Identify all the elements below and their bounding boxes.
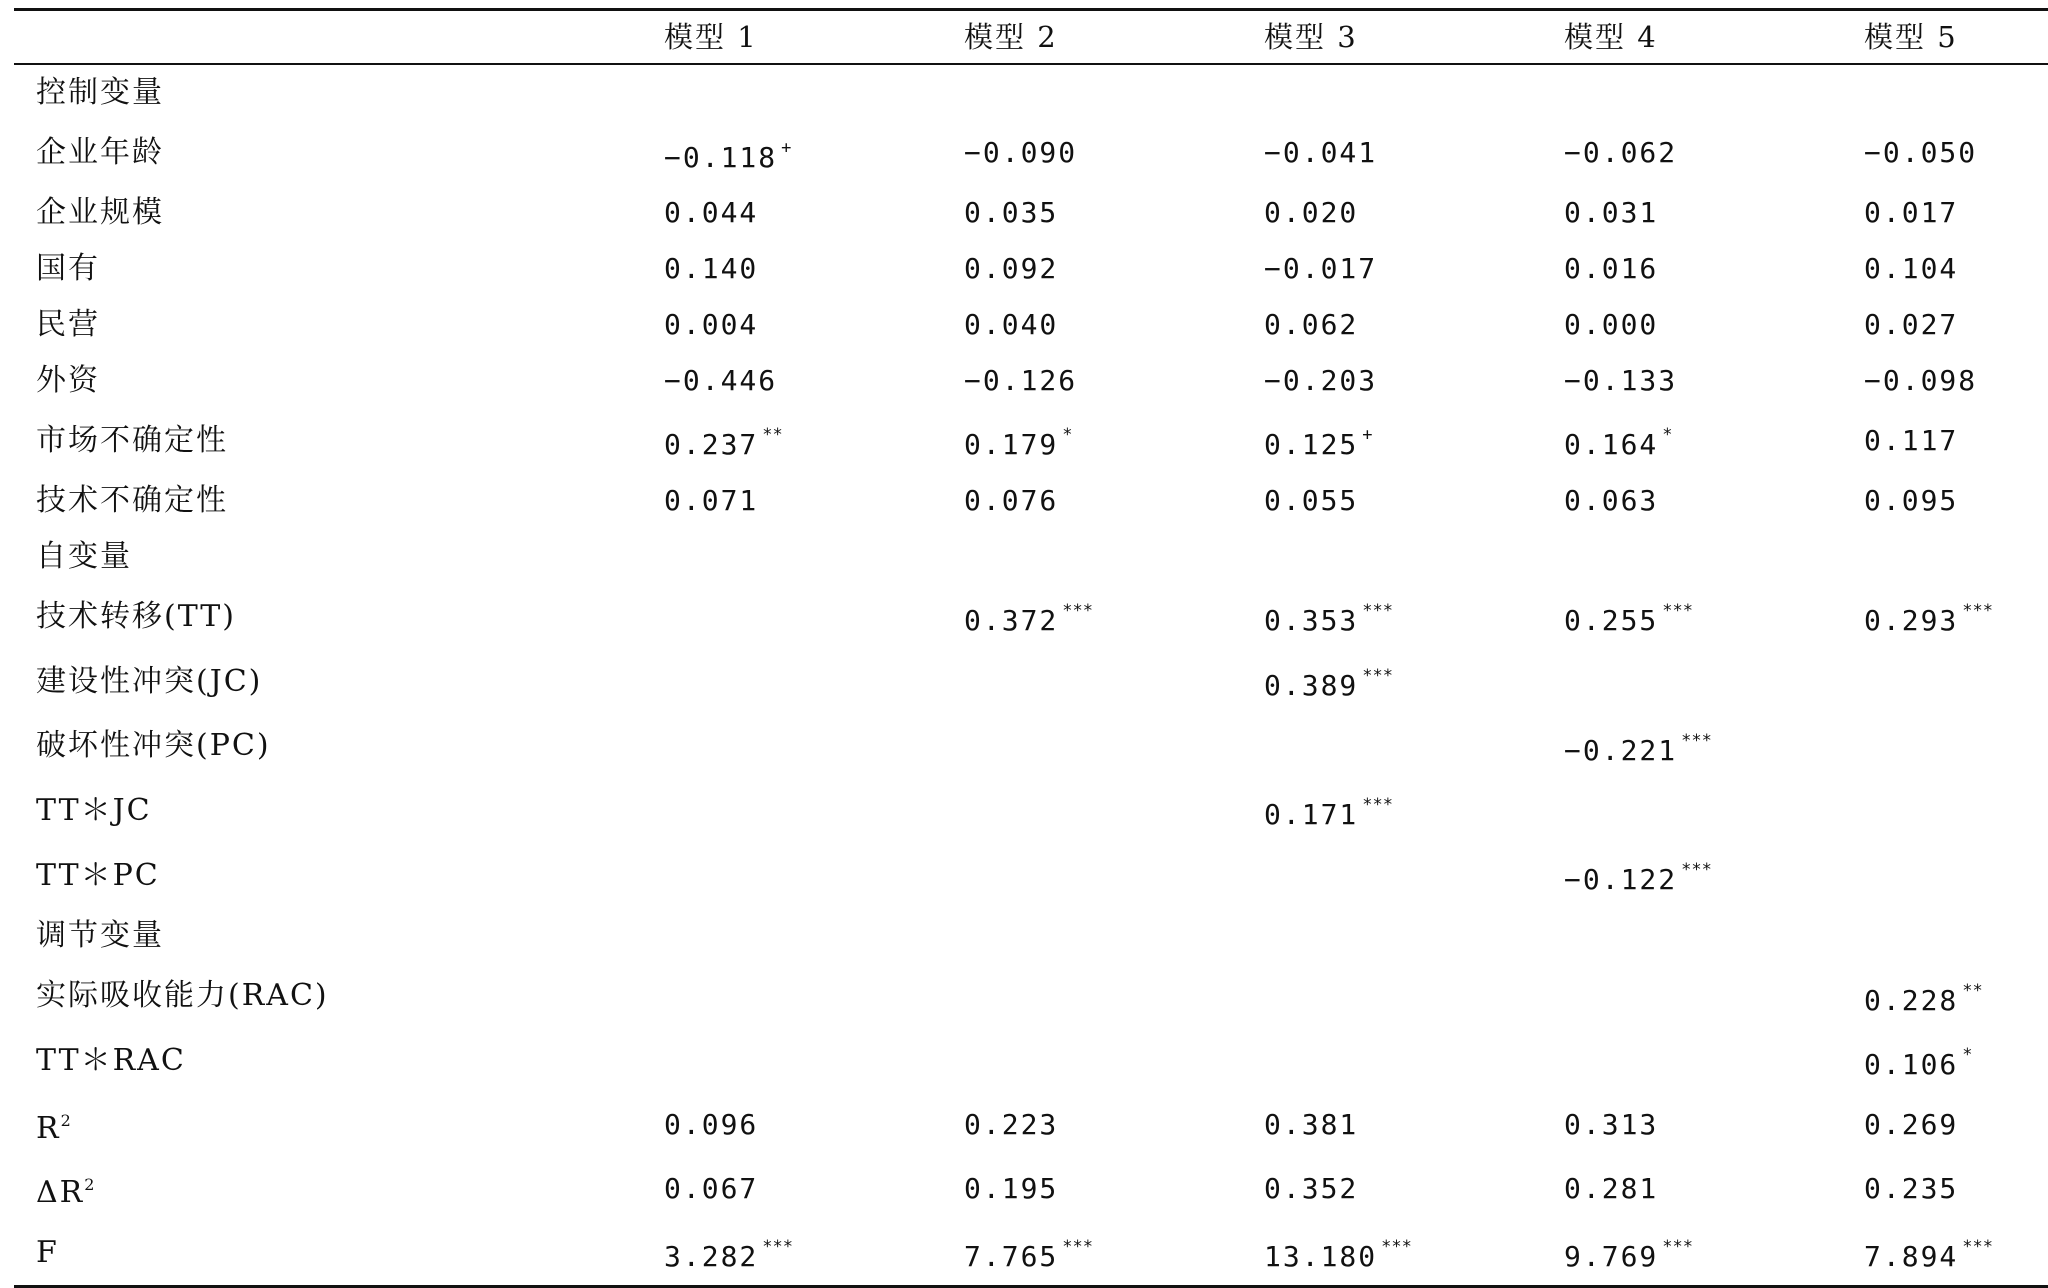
table-row <box>14 778 2048 843</box>
coefficient-value: −0.050 <box>1864 136 1978 170</box>
coefficient-value: 0.281 <box>1564 1171 1659 1205</box>
cell-model-2 <box>894 353 1194 409</box>
row-label-text: TT＊RAC <box>36 1042 186 1078</box>
cell-model-1 <box>594 843 894 908</box>
cell-model-3 <box>1194 714 1494 779</box>
row-label <box>14 353 594 409</box>
row-label <box>14 121 594 186</box>
table-row <box>14 65 2048 121</box>
coefficient-value: 0.035 <box>964 196 1059 230</box>
significance-marker: *** <box>1062 601 1094 622</box>
cell-model-2 <box>894 529 1194 585</box>
cell-model-4 <box>1494 1093 1794 1157</box>
cell-model-1 <box>594 714 894 779</box>
significance-marker: *** <box>1662 601 1694 622</box>
coefficient-value: 0.313 <box>1564 1107 1659 1141</box>
table-row <box>14 121 2048 186</box>
row-label-text: 自变量 <box>36 538 132 574</box>
row-label-text: 企业规模 <box>36 195 164 231</box>
table-row <box>14 714 2048 779</box>
table-row <box>14 1220 2048 1285</box>
cell-model-2 <box>894 714 1194 779</box>
row-label <box>14 714 594 779</box>
cell-model-5 <box>1794 1157 2048 1221</box>
cell-model-1 <box>594 1157 894 1221</box>
coefficient-value: 3.282 <box>664 1240 759 1274</box>
cell-model-2 <box>894 778 1194 843</box>
cell-model-4 <box>1494 353 1794 409</box>
table-rows <box>14 65 2048 1285</box>
cell-model-1 <box>594 65 894 121</box>
coefficient-value: 0.381 <box>1264 1107 1359 1141</box>
table-row <box>14 297 2048 353</box>
row-label-text: TT＊PC <box>36 857 160 893</box>
cell-model-3 <box>1194 1028 1494 1093</box>
cell-model-1 <box>594 121 894 186</box>
cell-model-4 <box>1494 241 1794 297</box>
table-row <box>14 584 2048 649</box>
table-body <box>14 65 2048 1285</box>
coefficient-value: 7.765 <box>964 1240 1059 1274</box>
significance-marker: *** <box>1681 860 1712 881</box>
cell-model-5 <box>1794 964 2048 1029</box>
cell-model-1 <box>594 1093 894 1157</box>
cell-model-5 <box>1794 584 2048 649</box>
cell-model-5 <box>1794 1220 2048 1285</box>
cell-model-3 <box>1194 778 1494 843</box>
significance-marker: *** <box>1362 795 1394 816</box>
row-label <box>14 1220 594 1285</box>
cell-model-1 <box>594 529 894 585</box>
cell-model-5 <box>1794 185 2048 241</box>
row-label-text: 市场不确定性 <box>36 422 228 458</box>
cell-model-5 <box>1794 908 2048 964</box>
cell-model-4 <box>1494 1028 1794 1093</box>
coefficient-value: 0.179 <box>964 428 1059 462</box>
coefficient-value: 0.195 <box>964 1171 1059 1205</box>
cell-model-1 <box>594 778 894 843</box>
cell-model-3 <box>1194 241 1494 297</box>
regression-table <box>14 8 2048 1288</box>
cell-model-3 <box>1194 185 1494 241</box>
cell-model-5 <box>1794 714 2048 779</box>
coefficient-value: 0.293 <box>1864 604 1959 638</box>
row-label-text: TT＊JC <box>36 792 152 828</box>
cell-model-4 <box>1494 408 1794 473</box>
significance-marker: *** <box>1362 601 1394 622</box>
cell-model-3 <box>1194 1220 1494 1285</box>
cell-model-4 <box>1494 584 1794 649</box>
cell-model-4 <box>1494 714 1794 779</box>
coefficient-value: 0.352 <box>1264 1171 1359 1205</box>
table-row <box>14 529 2048 585</box>
coefficient-value: 0.055 <box>1264 483 1359 517</box>
coefficient-value: −0.090 <box>964 136 1078 170</box>
coefficient-value: −0.062 <box>1564 136 1678 170</box>
coefficient-value: −0.122 <box>1564 863 1678 897</box>
header-model-1: 模型 1 <box>664 20 758 54</box>
row-label-text: F <box>36 1234 59 1270</box>
header-model-2: 模型 2 <box>964 20 1058 54</box>
coefficient-value: 0.372 <box>964 604 1059 638</box>
coefficient-value: 0.000 <box>1564 307 1659 341</box>
cell-model-4 <box>1494 121 1794 186</box>
coefficient-value: −0.221 <box>1564 733 1678 767</box>
row-label <box>14 241 594 297</box>
coefficient-value: −0.017 <box>1264 252 1378 286</box>
coefficient-value: 0.044 <box>664 196 759 230</box>
cell-model-2 <box>894 1220 1194 1285</box>
cell-model-3 <box>1194 529 1494 585</box>
coefficient-value: −0.098 <box>1864 363 1978 397</box>
row-label-text: 建设性冲突(JC) <box>36 663 263 699</box>
row-label <box>14 649 594 714</box>
cell-model-1 <box>594 297 894 353</box>
cell-model-5 <box>1794 121 2048 186</box>
cell-model-1 <box>594 473 894 529</box>
row-label <box>14 297 594 353</box>
coefficient-value: 0.017 <box>1864 196 1959 230</box>
cell-model-5 <box>1794 297 2048 353</box>
table-row <box>14 473 2048 529</box>
coefficient-value: 0.353 <box>1264 604 1359 638</box>
row-label <box>14 843 594 908</box>
row-label-text: 破坏性冲突(PC) <box>36 728 271 764</box>
cell-model-5 <box>1794 65 2048 121</box>
table-row <box>14 185 2048 241</box>
coefficient-value: 0.027 <box>1864 307 1959 341</box>
row-label <box>14 1093 594 1157</box>
row-label <box>14 1157 594 1221</box>
results-table <box>14 11 2048 63</box>
coefficient-value: 0.228 <box>1864 983 1959 1017</box>
significance-marker: *** <box>1681 730 1712 751</box>
row-label-text: 技术转移(TT) <box>36 598 236 634</box>
cell-model-5 <box>1794 353 2048 409</box>
row-label-text: 调节变量 <box>36 917 164 953</box>
coefficient-value: 0.071 <box>664 483 759 517</box>
cell-model-2 <box>894 964 1194 1029</box>
cell-model-5 <box>1794 473 2048 529</box>
coefficient-value: −0.126 <box>964 363 1078 397</box>
cell-model-3 <box>1194 649 1494 714</box>
cell-model-1 <box>594 408 894 473</box>
header-row <box>14 11 2048 63</box>
table-row <box>14 908 2048 964</box>
row-label-text: ΔR <box>36 1174 85 1210</box>
cell-model-4 <box>1494 297 1794 353</box>
cell-model-4 <box>1494 964 1794 1029</box>
row-label-text: 技术不确定性 <box>36 482 228 518</box>
significance-marker: + <box>1362 425 1373 446</box>
cell-model-1 <box>594 241 894 297</box>
table-row <box>14 353 2048 409</box>
cell-model-3 <box>1194 473 1494 529</box>
cell-model-4 <box>1494 185 1794 241</box>
row-label-text: 民营 <box>36 306 100 342</box>
table-row <box>14 843 2048 908</box>
cell-model-5 <box>1794 1093 2048 1157</box>
cell-model-3 <box>1194 1093 1494 1157</box>
cell-model-2 <box>894 908 1194 964</box>
cell-model-3 <box>1194 584 1494 649</box>
row-label-superscript: 2 <box>84 1174 97 1194</box>
cell-model-3 <box>1194 297 1494 353</box>
significance-marker: * <box>1062 425 1073 446</box>
coefficient-value: 0.096 <box>664 1107 759 1141</box>
significance-marker: *** <box>1381 1237 1412 1258</box>
cell-model-5 <box>1794 1028 2048 1093</box>
header-model-3: 模型 3 <box>1264 20 1358 54</box>
row-label-text: 国有 <box>36 251 100 287</box>
coefficient-value: 0.040 <box>964 307 1059 341</box>
coefficient-value: −0.203 <box>1264 363 1378 397</box>
coefficient-value: 0.164 <box>1564 428 1659 462</box>
coefficient-value: 0.095 <box>1864 483 1959 517</box>
cell-model-2 <box>894 649 1194 714</box>
row-label <box>14 408 594 473</box>
coefficient-value: 0.125 <box>1264 428 1359 462</box>
cell-model-3 <box>1194 908 1494 964</box>
coefficient-value: 0.171 <box>1264 798 1359 832</box>
row-label <box>14 65 594 121</box>
cell-model-3 <box>1194 1157 1494 1221</box>
cell-model-2 <box>894 473 1194 529</box>
cell-model-4 <box>1494 843 1794 908</box>
row-label-text: 实际吸收能力(RAC) <box>36 978 329 1014</box>
cell-model-2 <box>894 121 1194 186</box>
table-header <box>14 11 2048 63</box>
significance-marker: *** <box>1062 1237 1094 1258</box>
significance-marker: * <box>1962 1045 1973 1066</box>
coefficient-value: 0.255 <box>1564 604 1659 638</box>
coefficient-value: −0.446 <box>664 363 778 397</box>
coefficient-value: 0.106 <box>1864 1048 1959 1082</box>
coefficient-value: 0.223 <box>964 1107 1059 1141</box>
cell-model-4 <box>1494 778 1794 843</box>
coefficient-value: 0.104 <box>1864 252 1959 286</box>
table-row <box>14 1157 2048 1221</box>
coefficient-value: 0.031 <box>1564 196 1659 230</box>
table-row <box>14 649 2048 714</box>
table-row <box>14 1093 2048 1157</box>
cell-model-1 <box>594 908 894 964</box>
row-label <box>14 473 594 529</box>
cell-model-2 <box>894 1093 1194 1157</box>
cell-model-2 <box>894 1157 1194 1221</box>
cell-model-5 <box>1794 408 2048 473</box>
cell-model-2 <box>894 408 1194 473</box>
cell-model-2 <box>894 241 1194 297</box>
table-row <box>14 408 2048 473</box>
cell-model-4 <box>1494 529 1794 585</box>
significance-marker: *** <box>1962 1237 1994 1258</box>
cell-model-2 <box>894 185 1194 241</box>
cell-model-2 <box>894 297 1194 353</box>
cell-model-1 <box>594 964 894 1029</box>
coefficient-value: 0.076 <box>964 483 1059 517</box>
cell-model-1 <box>594 353 894 409</box>
coefficient-value: 0.235 <box>1864 1171 1959 1205</box>
cell-model-5 <box>1794 241 2048 297</box>
cell-model-5 <box>1794 778 2048 843</box>
header-variable <box>14 11 594 63</box>
significance-marker: *** <box>762 1237 794 1258</box>
header-model-5: 模型 5 <box>1864 20 1958 54</box>
cell-model-3 <box>1194 964 1494 1029</box>
cell-model-1 <box>594 1220 894 1285</box>
cell-model-2 <box>894 65 1194 121</box>
coefficient-value: 0.063 <box>1564 483 1659 517</box>
cell-model-3 <box>1194 65 1494 121</box>
significance-marker: * <box>1662 425 1673 446</box>
cell-model-4 <box>1494 1220 1794 1285</box>
cell-model-4 <box>1494 908 1794 964</box>
cell-model-4 <box>1494 649 1794 714</box>
cell-model-5 <box>1794 649 2048 714</box>
cell-model-4 <box>1494 1157 1794 1221</box>
coefficient-value: 0.067 <box>664 1171 759 1205</box>
coefficient-value: 0.092 <box>964 252 1059 286</box>
header-model-4: 模型 4 <box>1564 20 1658 54</box>
significance-marker: ** <box>762 425 783 446</box>
row-label-text: 外资 <box>36 362 100 398</box>
coefficient-value: −0.118 <box>664 140 778 174</box>
coefficient-value: 0.269 <box>1864 1107 1959 1141</box>
coefficient-value: 0.389 <box>1264 669 1359 703</box>
cell-model-2 <box>894 843 1194 908</box>
cell-model-3 <box>1194 121 1494 186</box>
cell-model-2 <box>894 1028 1194 1093</box>
table-row <box>14 241 2048 297</box>
coefficient-value: 0.237 <box>664 428 759 462</box>
coefficient-value: −0.133 <box>1564 363 1678 397</box>
cell-model-3 <box>1194 408 1494 473</box>
significance-marker: + <box>781 137 792 158</box>
table-row <box>14 964 2048 1029</box>
coefficient-value: 0.117 <box>1864 423 1959 457</box>
coefficient-value: 0.004 <box>664 307 759 341</box>
row-label <box>14 1028 594 1093</box>
significance-marker: *** <box>1962 601 1994 622</box>
coefficient-value: 0.016 <box>1564 252 1659 286</box>
row-label-superscript: 2 <box>60 1110 73 1130</box>
significance-marker: *** <box>1362 666 1394 687</box>
cell-model-4 <box>1494 473 1794 529</box>
cell-model-5 <box>1794 843 2048 908</box>
coefficient-value: 7.894 <box>1864 1240 1959 1274</box>
coefficient-value: 0.140 <box>664 252 759 286</box>
row-label <box>14 778 594 843</box>
significance-marker: ** <box>1962 980 1983 1001</box>
row-label <box>14 529 594 585</box>
coefficient-value: 0.020 <box>1264 196 1359 230</box>
row-label-text: 企业年龄 <box>36 135 164 171</box>
row-label <box>14 185 594 241</box>
cell-model-1 <box>594 1028 894 1093</box>
coefficient-value: 13.180 <box>1264 1240 1378 1274</box>
cell-model-3 <box>1194 843 1494 908</box>
coefficient-value: −0.041 <box>1264 136 1378 170</box>
coefficient-value: 9.769 <box>1564 1240 1659 1274</box>
row-label-text: R <box>36 1110 61 1146</box>
cell-model-5 <box>1794 529 2048 585</box>
row-label <box>14 964 594 1029</box>
row-label-text: 控制变量 <box>36 75 164 110</box>
row-label <box>14 584 594 649</box>
cell-model-1 <box>594 649 894 714</box>
cell-model-1 <box>594 185 894 241</box>
cell-model-4 <box>1494 65 1794 121</box>
cell-model-2 <box>894 584 1194 649</box>
table-row <box>14 1028 2048 1093</box>
cell-model-3 <box>1194 353 1494 409</box>
coefficient-value: 0.062 <box>1264 307 1359 341</box>
row-label <box>14 908 594 964</box>
cell-model-1 <box>594 584 894 649</box>
significance-marker: *** <box>1662 1237 1694 1258</box>
